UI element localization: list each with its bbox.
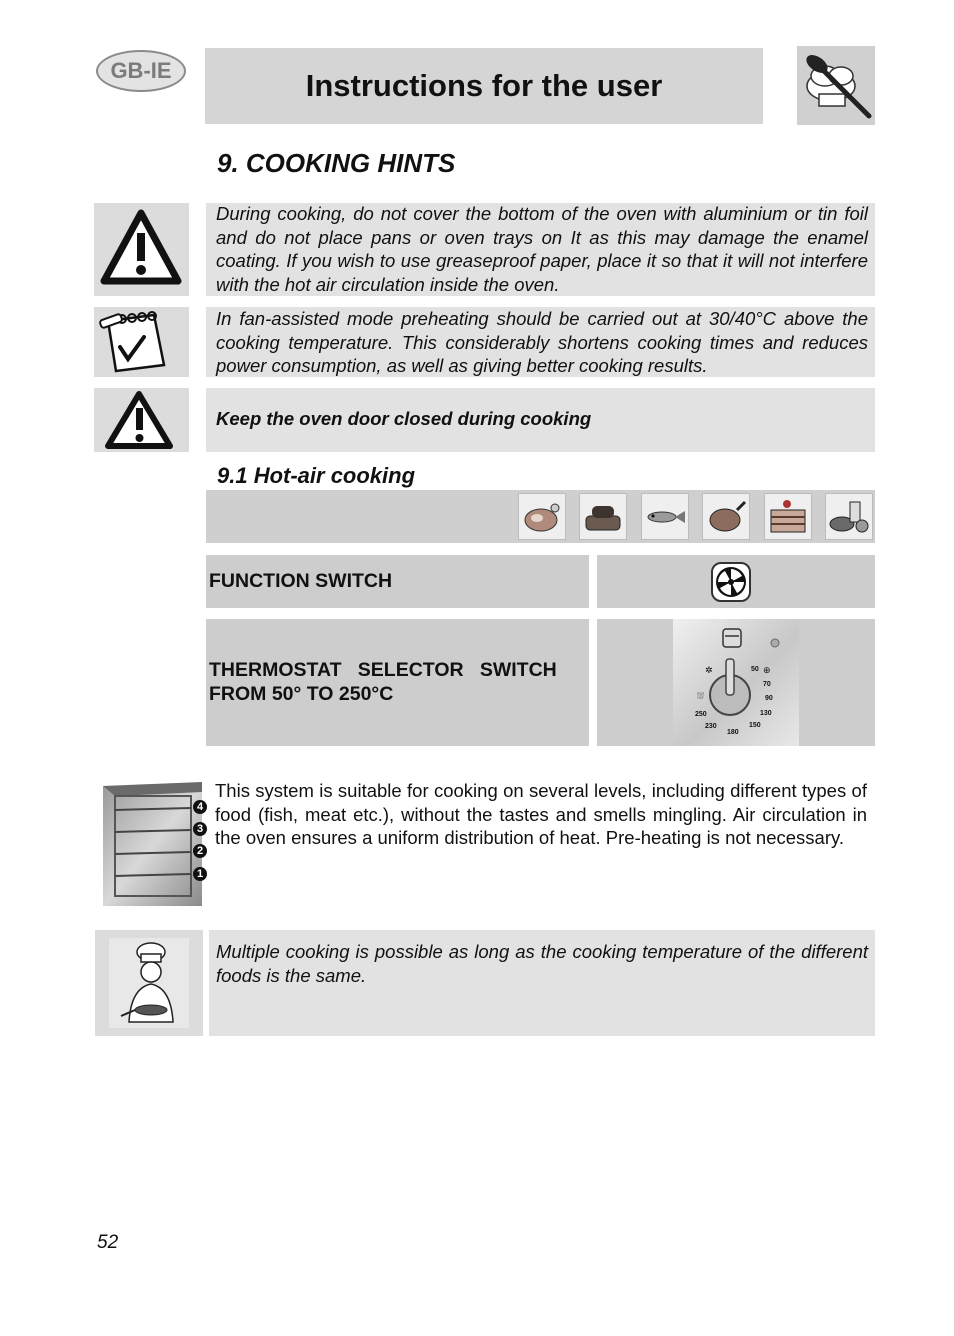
svg-text:⛆: ⛆	[697, 692, 705, 702]
cake-icon	[764, 493, 812, 540]
spoon-chef-hat-icon	[797, 46, 875, 125]
chef-icon	[95, 930, 203, 1036]
note-icon-cell	[94, 203, 189, 296]
thermostat-dial-panel	[673, 619, 799, 746]
fan-mini-icon: ⊕	[763, 665, 771, 675]
hot-air-description: This system is suitable for cooking on several levels, including different types of food (fish, meat etc.), without the tastes and smells mingling. Air circulation in the oven ensures a uniform distribution of heat. Pre-heating is not necessary.	[215, 780, 867, 848]
roast-meat-icon	[518, 493, 566, 540]
dial-mark: 130	[760, 710, 772, 717]
subsection-title: 9.1 Hot-air cooking	[217, 463, 416, 488]
shelf-number-badge: 1	[196, 868, 204, 880]
note-text: In fan-assisted mode preheating should be carried out at 30/40°C above the cooking temperature. This considerably shortens cooking times and reduces power consumption, as well as giving better cooking results.	[216, 308, 868, 376]
note-text: During cooking, do not cover the bottom of the oven with aluminium or tin foil and do not place pans or oven trays on It as this may damage the enamel coating. If you wish to use greaseproof paper, place it so that it will not interfere with the hot air circulation inside the oven.	[216, 203, 868, 295]
dial-mark: 230	[705, 723, 717, 730]
warning-triangle-icon	[94, 388, 189, 452]
fan-icon	[711, 562, 751, 602]
shelf-number-badge: 3	[196, 823, 204, 835]
language-badge: GB-IE	[96, 50, 186, 92]
svg-text:✲: ✲	[705, 666, 713, 676]
dial-mark: 180	[727, 729, 739, 736]
section-title: 9. COOKING HINTS	[217, 148, 456, 178]
dial-mark: 150	[749, 722, 761, 729]
thermostat-label-line1: THERMOSTAT SELECTOR SWITCH	[209, 659, 557, 681]
note-icon-cell	[94, 307, 189, 377]
note-box	[206, 388, 875, 452]
note-icon-cell	[94, 388, 189, 452]
function-switch-label-cell	[206, 555, 589, 608]
function-switch-label: FUNCTION SWITCH	[209, 570, 393, 592]
shelf-number-badge: 2	[196, 845, 204, 857]
thermostat-label	[209, 658, 588, 706]
bread-icon	[579, 493, 627, 540]
page-number: 52	[97, 1232, 119, 1253]
vegetables-icon	[825, 493, 873, 540]
food-type-bar	[206, 490, 875, 543]
oven-shelf-levels-illustration	[103, 782, 209, 906]
chef-note-text: Multiple cooking is possible as long as the cooking temperature of the different foods is the same.	[216, 941, 868, 986]
dial-mark: 250	[695, 711, 707, 718]
function-switch-icon-cell	[597, 555, 875, 608]
fish-icon	[641, 493, 689, 540]
thermostat-image-cell	[597, 619, 875, 746]
warning-triangle-icon	[94, 203, 189, 296]
dial-mark: 50	[751, 666, 759, 673]
poultry-icon	[702, 493, 750, 540]
note-box	[206, 307, 875, 377]
chef-icon-cell	[95, 930, 203, 1036]
thermostat-label-cell	[206, 619, 589, 746]
dial-mark: 90	[765, 695, 773, 702]
notepad-check-icon	[94, 307, 189, 377]
shelf-number-badge: 4	[196, 801, 204, 813]
dial-mark: 70	[763, 681, 771, 688]
note-box	[206, 203, 875, 296]
chef-note-box	[209, 930, 875, 1036]
page-header-title: Instructions for the user	[205, 48, 763, 124]
thermostat-label-line2: FROM 50° TO 250°C	[209, 683, 394, 705]
note-text-bold: Keep the oven door closed during cooking	[216, 408, 592, 429]
